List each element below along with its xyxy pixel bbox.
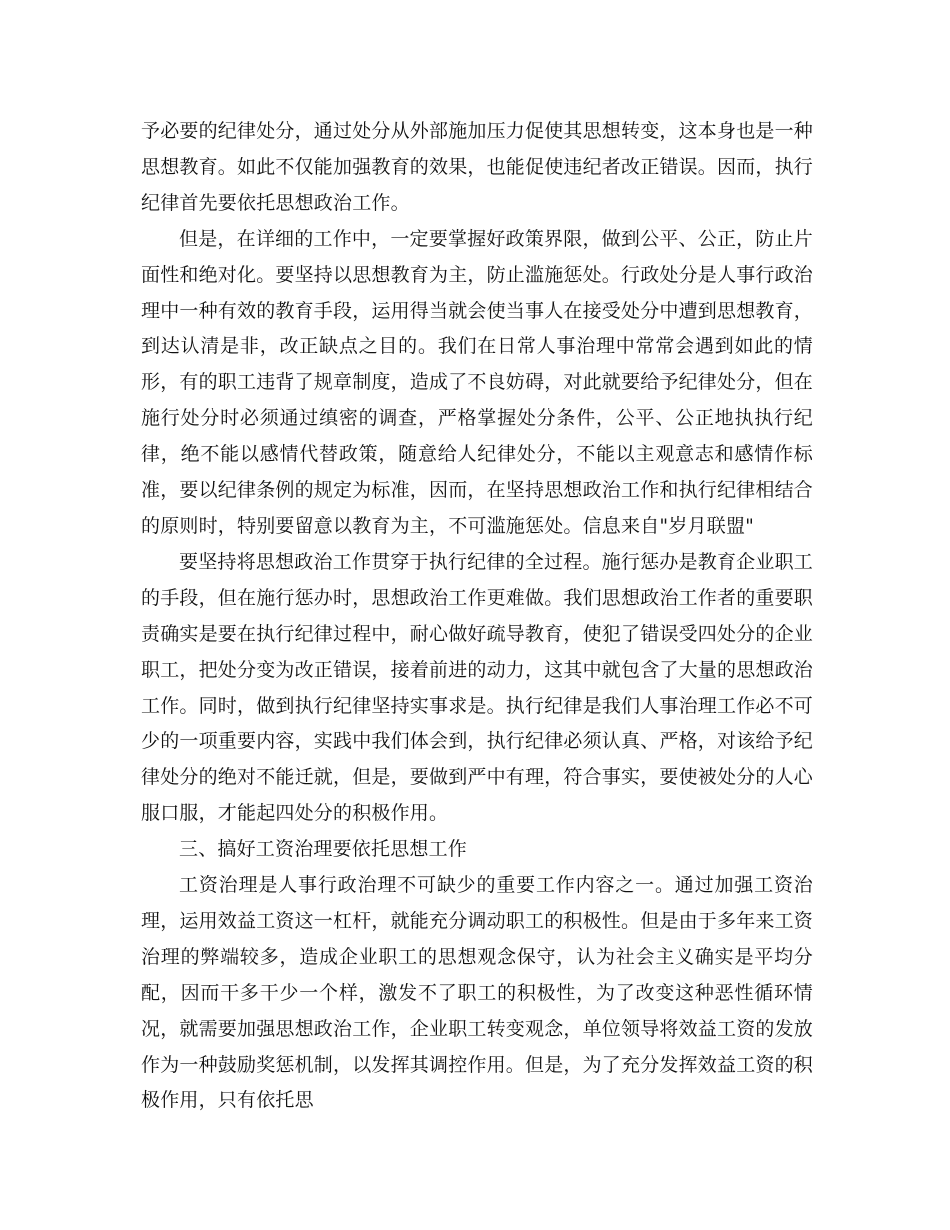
paragraph-wage-management: 工资治理是人事行政治理不可缺少的重要工作内容之一。通过加强工资治理，运用效益工资这一杠杆，就能充分调动职工的积极性。但是由于多年来工资治理的弊端较多，造成企业职工的思想观念保守，认为社会主义确实是平均分配，因而干多干少一个样，激发不了职工的积极性，为了改变这种恶性循环情况，就需要加强思想政治工作，企业职工转变观念，单位领导将效益工资的发放作为一种鼓励奖惩机制，以发挥其调控作用。但是，为了充分发挥效益工资的积极作用，只有依托思 (141, 874, 814, 1112)
paragraph-continuation: 予必要的纪律处分，通过处分从外部施加压力促使其思想转变，这本身也是一种思想教育。如此不仅能加强教育的效果，也能促使违纪者改正错误。因而，执行纪律首先要依托思想政治工作。 (141, 120, 814, 214)
paragraph-policy-boundaries: 但是，在详细的工作中，一定要掌握好政策界限，做到公平、公正，防止片面性和绝对化。要坚持以思想教育为主，防止滥施惩处。行政处分是人事行政治理中一种有效的教育手段，运用得当就会使当事人在接受处分中遭到思想教育，到达认清是非，改正缺点之目的。我们在日常人事治理中常常会遇到如此的情形，有的职工违背了规章制度，造成了不良妨碍，对此就要给予纪律处分，但在施行处分时必须通过缜密的调查，严格掌握处分条件，公平、公正地执执行纪律，绝不能以感情代替政策，随意给人纪律处分，不能以主观意志和感情作标准，要以纪律条例的规定为标准，因而，在坚持思想政治工作和执行纪律相结合的原则时，特别要留意以教育为主，不可滥施惩处。信息来自"岁月联盟" (141, 227, 814, 537)
section-heading-wage-management: 三、搞好工资治理要依托思想工作 (179, 838, 468, 861)
paragraph-whole-process: 要坚持将思想政治工作贯穿于执行纪律的全过程。施行惩办是教育企业职工的手段，但在施行惩办时，思想政治工作更难做。我们思想政治工作者的重要职责确实是要在执行纪律过程中，耐心做好疏导教育，使犯了错误受四处分的企业职工，把处分变为改正错误，接着前进的动力，这其中就包含了大量的思想政治工作。同时，做到执行纪律坚持实事求是。执行纪律是我们人事治理工作必不可少的一项重要内容，实践中我们体会到，执行纪律必须认真、严格，对该给予纪律处分的绝对不能迁就，但是，要做到严中有理，符合事实，要使被处分的人心服口服，才能起四处分的积极作用。 (141, 550, 814, 825)
document-body (141, 114, 813, 1119)
